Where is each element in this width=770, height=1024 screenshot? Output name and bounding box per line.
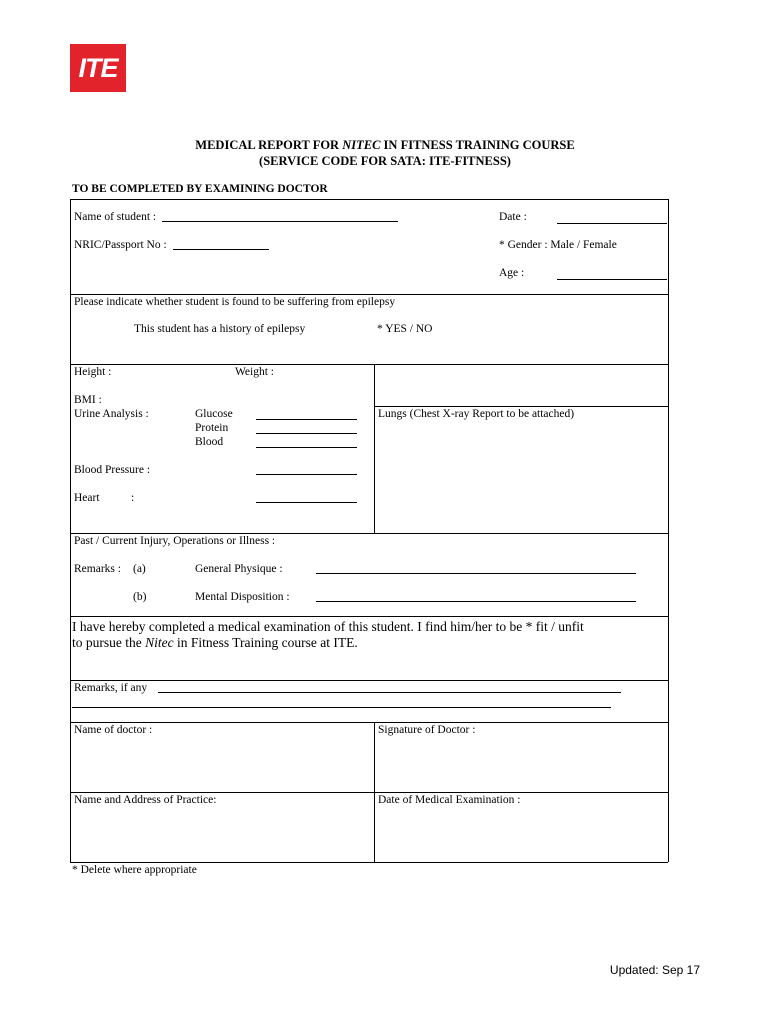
declaration-line1: I have hereby completed a medical examination of this student. I find him/her to be * fit / unfit	[72, 619, 584, 634]
divider	[374, 406, 668, 407]
form-top-border	[70, 199, 668, 200]
mental-disposition-field[interactable]	[316, 601, 636, 602]
footnote: * Delete where appropriate	[72, 864, 197, 876]
glucose-label: Glucose	[195, 408, 233, 420]
divider	[70, 364, 668, 365]
injury-label: Past / Current Injury, Operations or Illness :	[74, 535, 276, 547]
remarks-if-any-field[interactable]	[158, 692, 621, 693]
practice-label: Name and Address of Practice:	[74, 794, 217, 806]
document-subtitle: (SERVICE CODE FOR SATA: ITE-FITNESS)	[259, 154, 511, 168]
heart-colon: :	[131, 492, 135, 504]
divider	[70, 680, 668, 681]
blood-pressure-field[interactable]	[256, 474, 357, 475]
divider	[70, 792, 668, 793]
heart-field[interactable]	[256, 502, 357, 503]
divider	[70, 533, 668, 534]
date-label: Date :	[499, 211, 527, 223]
divider	[70, 722, 668, 723]
updated-label: Updated: Sep 17	[609, 963, 700, 977]
student-name-label: Name of student :	[74, 211, 157, 223]
blood-field[interactable]	[256, 447, 357, 448]
date-field[interactable]	[557, 223, 667, 224]
bmi-label: BMI :	[74, 394, 102, 406]
declaration-prefix: to pursue the	[72, 635, 146, 650]
weight-label: Weight :	[235, 366, 274, 378]
student-name-field[interactable]	[162, 221, 398, 222]
remarks-b-marker: (b)	[133, 591, 147, 603]
blood-pressure-label: Blood Pressure :	[74, 464, 151, 476]
divider	[70, 294, 668, 295]
general-physique-label: General Physique :	[195, 563, 283, 575]
gender-label: * Gender : Male / Female	[499, 239, 617, 251]
protein-label: Protein	[195, 422, 229, 434]
declaration-suffix: in Fitness Training course at ITE.	[173, 635, 358, 650]
title-prefix: MEDICAL REPORT FOR	[195, 138, 343, 152]
epilepsy-question: Please indicate whether student is found to be suffering from epilepsy	[74, 296, 396, 308]
remarks-if-any-field-2[interactable]	[72, 707, 611, 708]
doctor-signature-label: Signature of Doctor :	[378, 724, 476, 736]
form-left-border	[70, 199, 71, 862]
general-physique-field[interactable]	[316, 573, 636, 574]
section-heading: TO BE COMPLETED BY EXAMINING DOCTOR	[72, 183, 328, 195]
remarks-if-any-label: Remarks, if any	[74, 682, 148, 694]
form-bottom-border	[70, 862, 668, 863]
glucose-field[interactable]	[256, 419, 357, 420]
heart-label: Heart	[74, 492, 100, 504]
lungs-label: Lungs (Chest X-ray Report to be attached)	[378, 408, 575, 420]
age-label: Age :	[499, 267, 525, 279]
nric-label: NRIC/Passport No :	[74, 239, 167, 251]
divider	[374, 364, 375, 533]
epilepsy-options[interactable]: * YES / NO	[377, 323, 433, 335]
blood-label: Blood	[195, 436, 224, 448]
protein-field[interactable]	[256, 433, 357, 434]
title-italic: NITEC	[342, 138, 381, 152]
declaration-italic: Nitec	[145, 635, 174, 650]
mental-disposition-label: Mental Disposition :	[195, 591, 290, 603]
divider	[70, 616, 668, 617]
nric-field[interactable]	[173, 249, 269, 250]
urine-label: Urine Analysis :	[74, 408, 149, 420]
declaration-line2	[72, 635, 358, 651]
document-title	[0, 138, 770, 153]
doctor-name-label: Name of doctor :	[74, 724, 153, 736]
epilepsy-statement: This student has a history of epilepsy	[134, 323, 306, 335]
ite-logo	[70, 44, 126, 92]
logo-text: ITE	[78, 53, 118, 83]
age-field[interactable]	[557, 279, 667, 280]
height-label: Height :	[74, 366, 112, 378]
remarks-a-marker: (a)	[133, 563, 146, 575]
remarks-label: Remarks :	[74, 563, 121, 575]
exam-date-label: Date of Medical Examination :	[378, 794, 521, 806]
form-right-border	[668, 199, 669, 862]
title-suffix: IN FITNESS TRAINING COURSE	[380, 138, 575, 152]
